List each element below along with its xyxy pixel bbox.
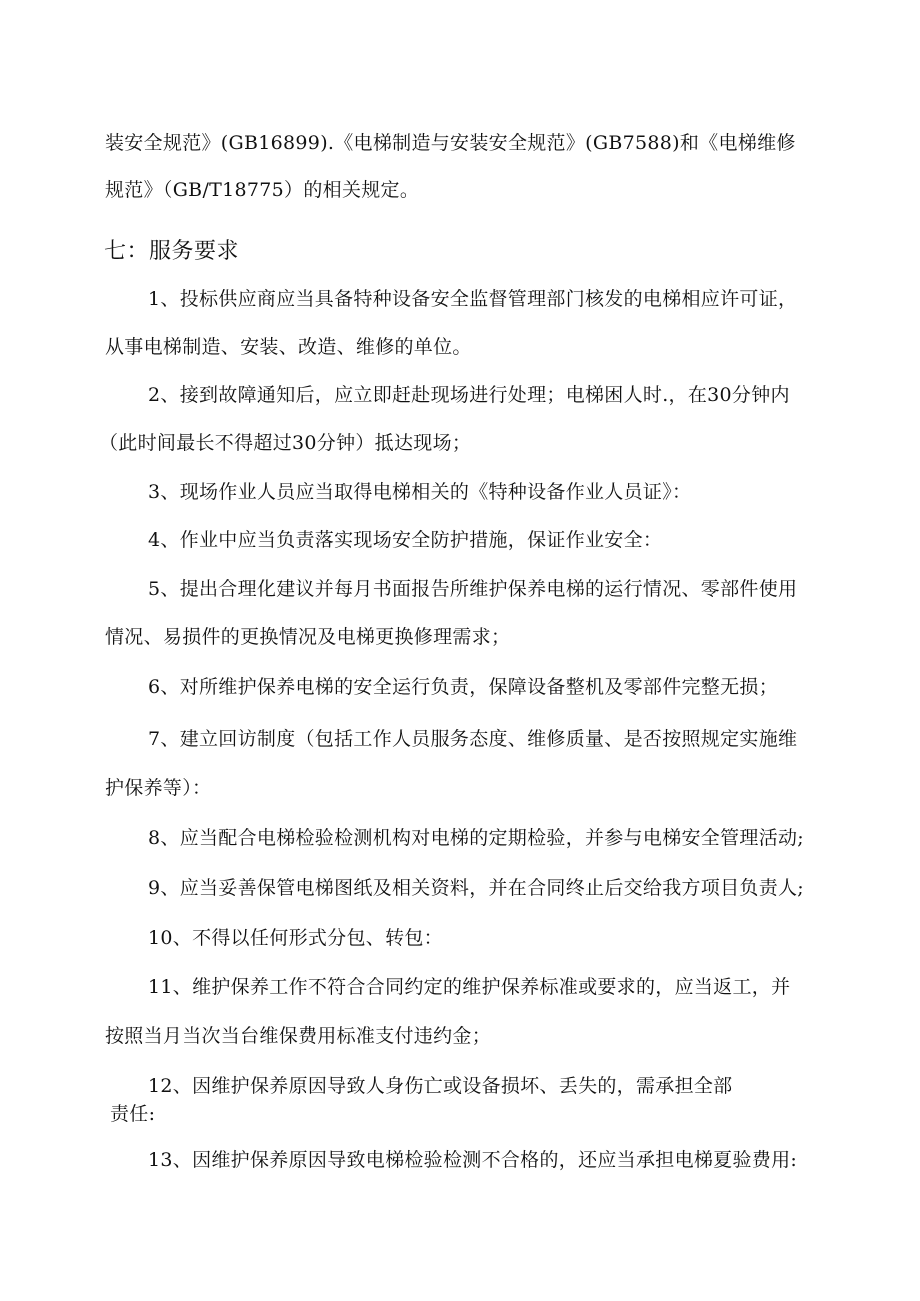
list-item-line: 7、建立回访制度（包括工作人员服务态度、维修质量、是否按照规定实施维 xyxy=(148,728,798,750)
list-item-line: 12、因维护保养原因导致人身伤亡或设备损坏、丢失的，需承担全部 xyxy=(148,1075,733,1097)
list-item-line: 3、现场作业人员应当取得电梯相关的《特种设备作业人员证》： xyxy=(148,481,692,503)
list-item-line: 从事电梯制造、安装、改造、维修的单位。 xyxy=(105,336,472,358)
list-item-line: 情况、易损件的更换情况及电梯更换修理需求； xyxy=(105,626,511,648)
list-item-line: 4、作业中应当负责落实现场安全防护措施，保证作业安全： xyxy=(148,529,663,551)
intro-line: 规范》（GB/T18775）的相关规定。 xyxy=(105,179,420,201)
section-heading: 七：服务要求 xyxy=(104,239,240,264)
list-item-line: 按照当月当次当台维保费用标准支付违约金； xyxy=(105,1025,492,1047)
intro-line: 装安全规范》(GB16899).《电梯制造与安装安全规范》(GB7588)和《电梯维修 xyxy=(105,132,796,154)
list-item-line: 10、不得以任何形式分包、转包： xyxy=(148,927,443,949)
list-item-line: 6、对所维护保养电梯的安全运行负责，保障设备整机及零部件完整无损； xyxy=(148,676,778,698)
list-item-line: 1、投标供应商应当具备特种设备安全监督管理部门核发的电梯相应许可证， xyxy=(148,288,798,310)
list-item-line: 2、接到故障通知后，应立即赶赴现场进行处理；电梯困人时.，在30分钟内 xyxy=(148,384,790,406)
list-item-line: 13、因维护保养原因导致电梯检验检测不合格的，还应当承担电梯夏验费用: xyxy=(148,1149,798,1171)
list-item-line: 8、应当配合电梯检验检测机构对电梯的定期检验，并参与电梯安全管理活动; xyxy=(148,827,804,849)
list-item-line: （此时间最长不得超过30分钟）抵达现场； xyxy=(99,432,472,454)
list-item-line: 责任: xyxy=(110,1103,156,1125)
list-item-line: 5、提出合理化建议并每月书面报告所维护保养电梯的运行情况、零部件使用 xyxy=(148,578,798,600)
list-item-line: 11、维护保养工作不符合合同约定的维护保养标准或要求的，应当返工，并 xyxy=(148,976,791,998)
list-item-line: 护保养等）： xyxy=(105,777,212,799)
list-item-line: 9、应当妥善保管电梯图纸及相关资料，并在合同终止后交给我方项目负责人; xyxy=(148,877,804,899)
